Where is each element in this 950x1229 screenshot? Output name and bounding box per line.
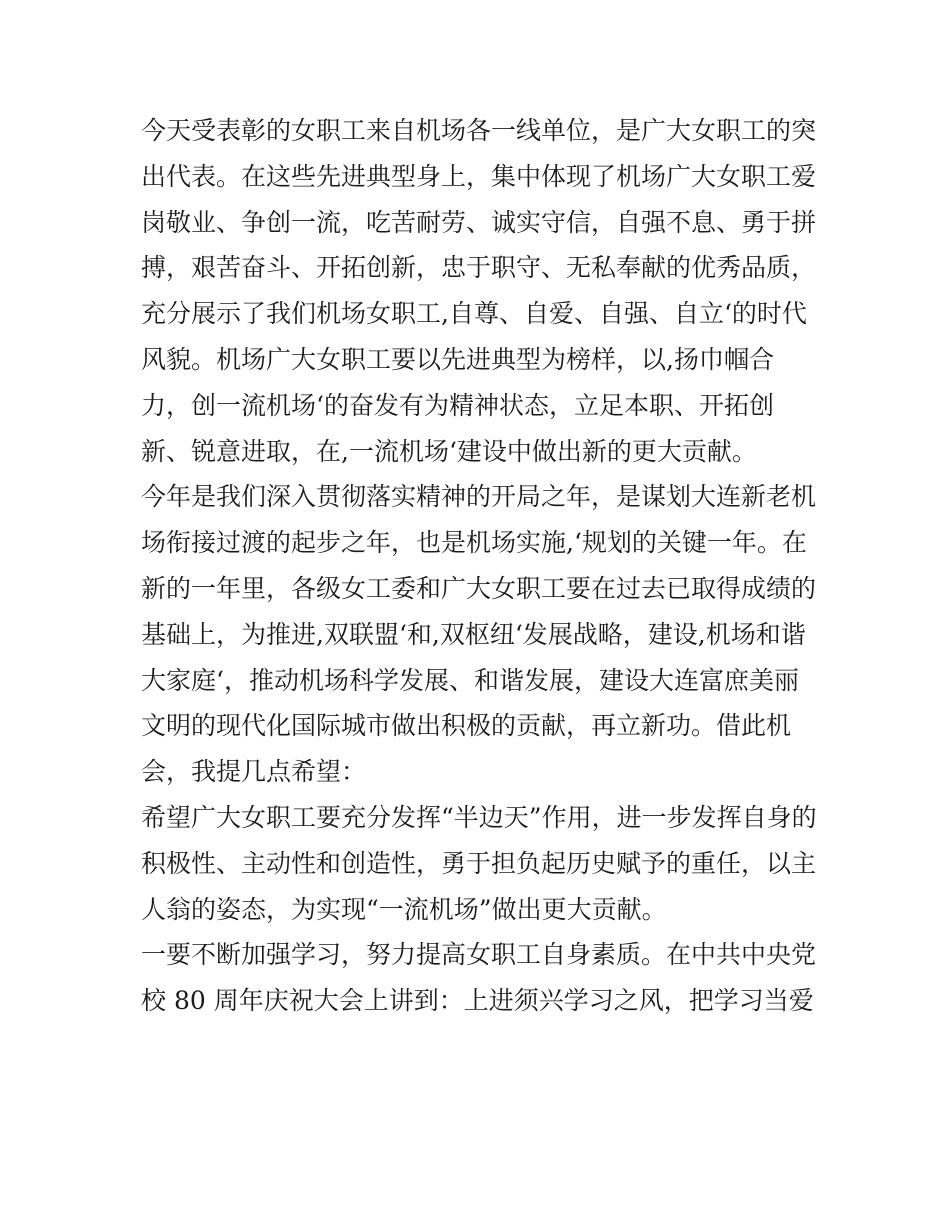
text-line: 风貌。机场广大女职工要以先进典型为榜样，以,扬巾帼合 <box>141 344 774 374</box>
text-line: 新的一年里，各级女工委和广大女职工要在过去已取得成绩的 <box>141 573 817 603</box>
text-line: 会，我提几点希望： <box>141 757 367 787</box>
text-line: 搏，艰苦奋斗、开拓创新，忠于职守、无私奉献的优秀品质， <box>141 253 817 283</box>
text-line: 今年是我们深入贯彻落实精神的开局之年，是谋划大连新老机 <box>141 482 817 512</box>
text-line: 积极性、主动性和创造性，勇于担负起历史赋予的重任，以主 <box>141 848 817 878</box>
body-text <box>141 108 821 1024</box>
text-line: 基础上，为推进,双联盟‘和,双枢纽‘发展战略，建设,机场和谐 <box>141 619 806 649</box>
text-line: 充分展示了我们机场女职工,自尊、自爱、自强、自立‘的时代 <box>141 299 807 329</box>
text-line: 力，创一流机场‘的奋发有为精神状态，立足本职、开拓创 <box>141 390 774 420</box>
text-line: 岗敬业、争创一流，吃苦耐劳、诚实守信，自强不息、勇于拼 <box>141 207 817 237</box>
text-line: 人翁的姿态，为实现“一流机场”做出更大贡献。 <box>141 894 667 924</box>
text-line: 大家庭‘，推动机场科学发展、和谐发展，建设大连富庶美丽 <box>141 665 799 695</box>
text-line: 希望广大女职工要充分发挥“半边天”作用，进一步发挥自身的 <box>141 802 817 832</box>
text-line: 校 80 周年庆祝大会上讲到：上进须兴学习之风，把学习当爱 <box>141 986 814 1016</box>
text-line: 场衔接过渡的起步之年，也是机场实施,‘规划的关键一年。在 <box>141 528 807 558</box>
text-line: 文明的现代化国际城市做出积极的贡献，再立新功。借此机 <box>141 711 792 741</box>
text-line: 新、锐意进取，在,一流机场‘建设中做出新的更大贡献。 <box>141 436 757 466</box>
text-line: 今天受表彰的女职工来自机场各一线单位，是广大女职工的突 <box>141 116 817 145</box>
text-line: 出代表。在这些先进典型身上，集中体现了机场广大女职工爱 <box>141 161 817 191</box>
text-line: 一要不断加强学习，努力提高女职工自身素质。在中共中央党 <box>141 940 817 970</box>
